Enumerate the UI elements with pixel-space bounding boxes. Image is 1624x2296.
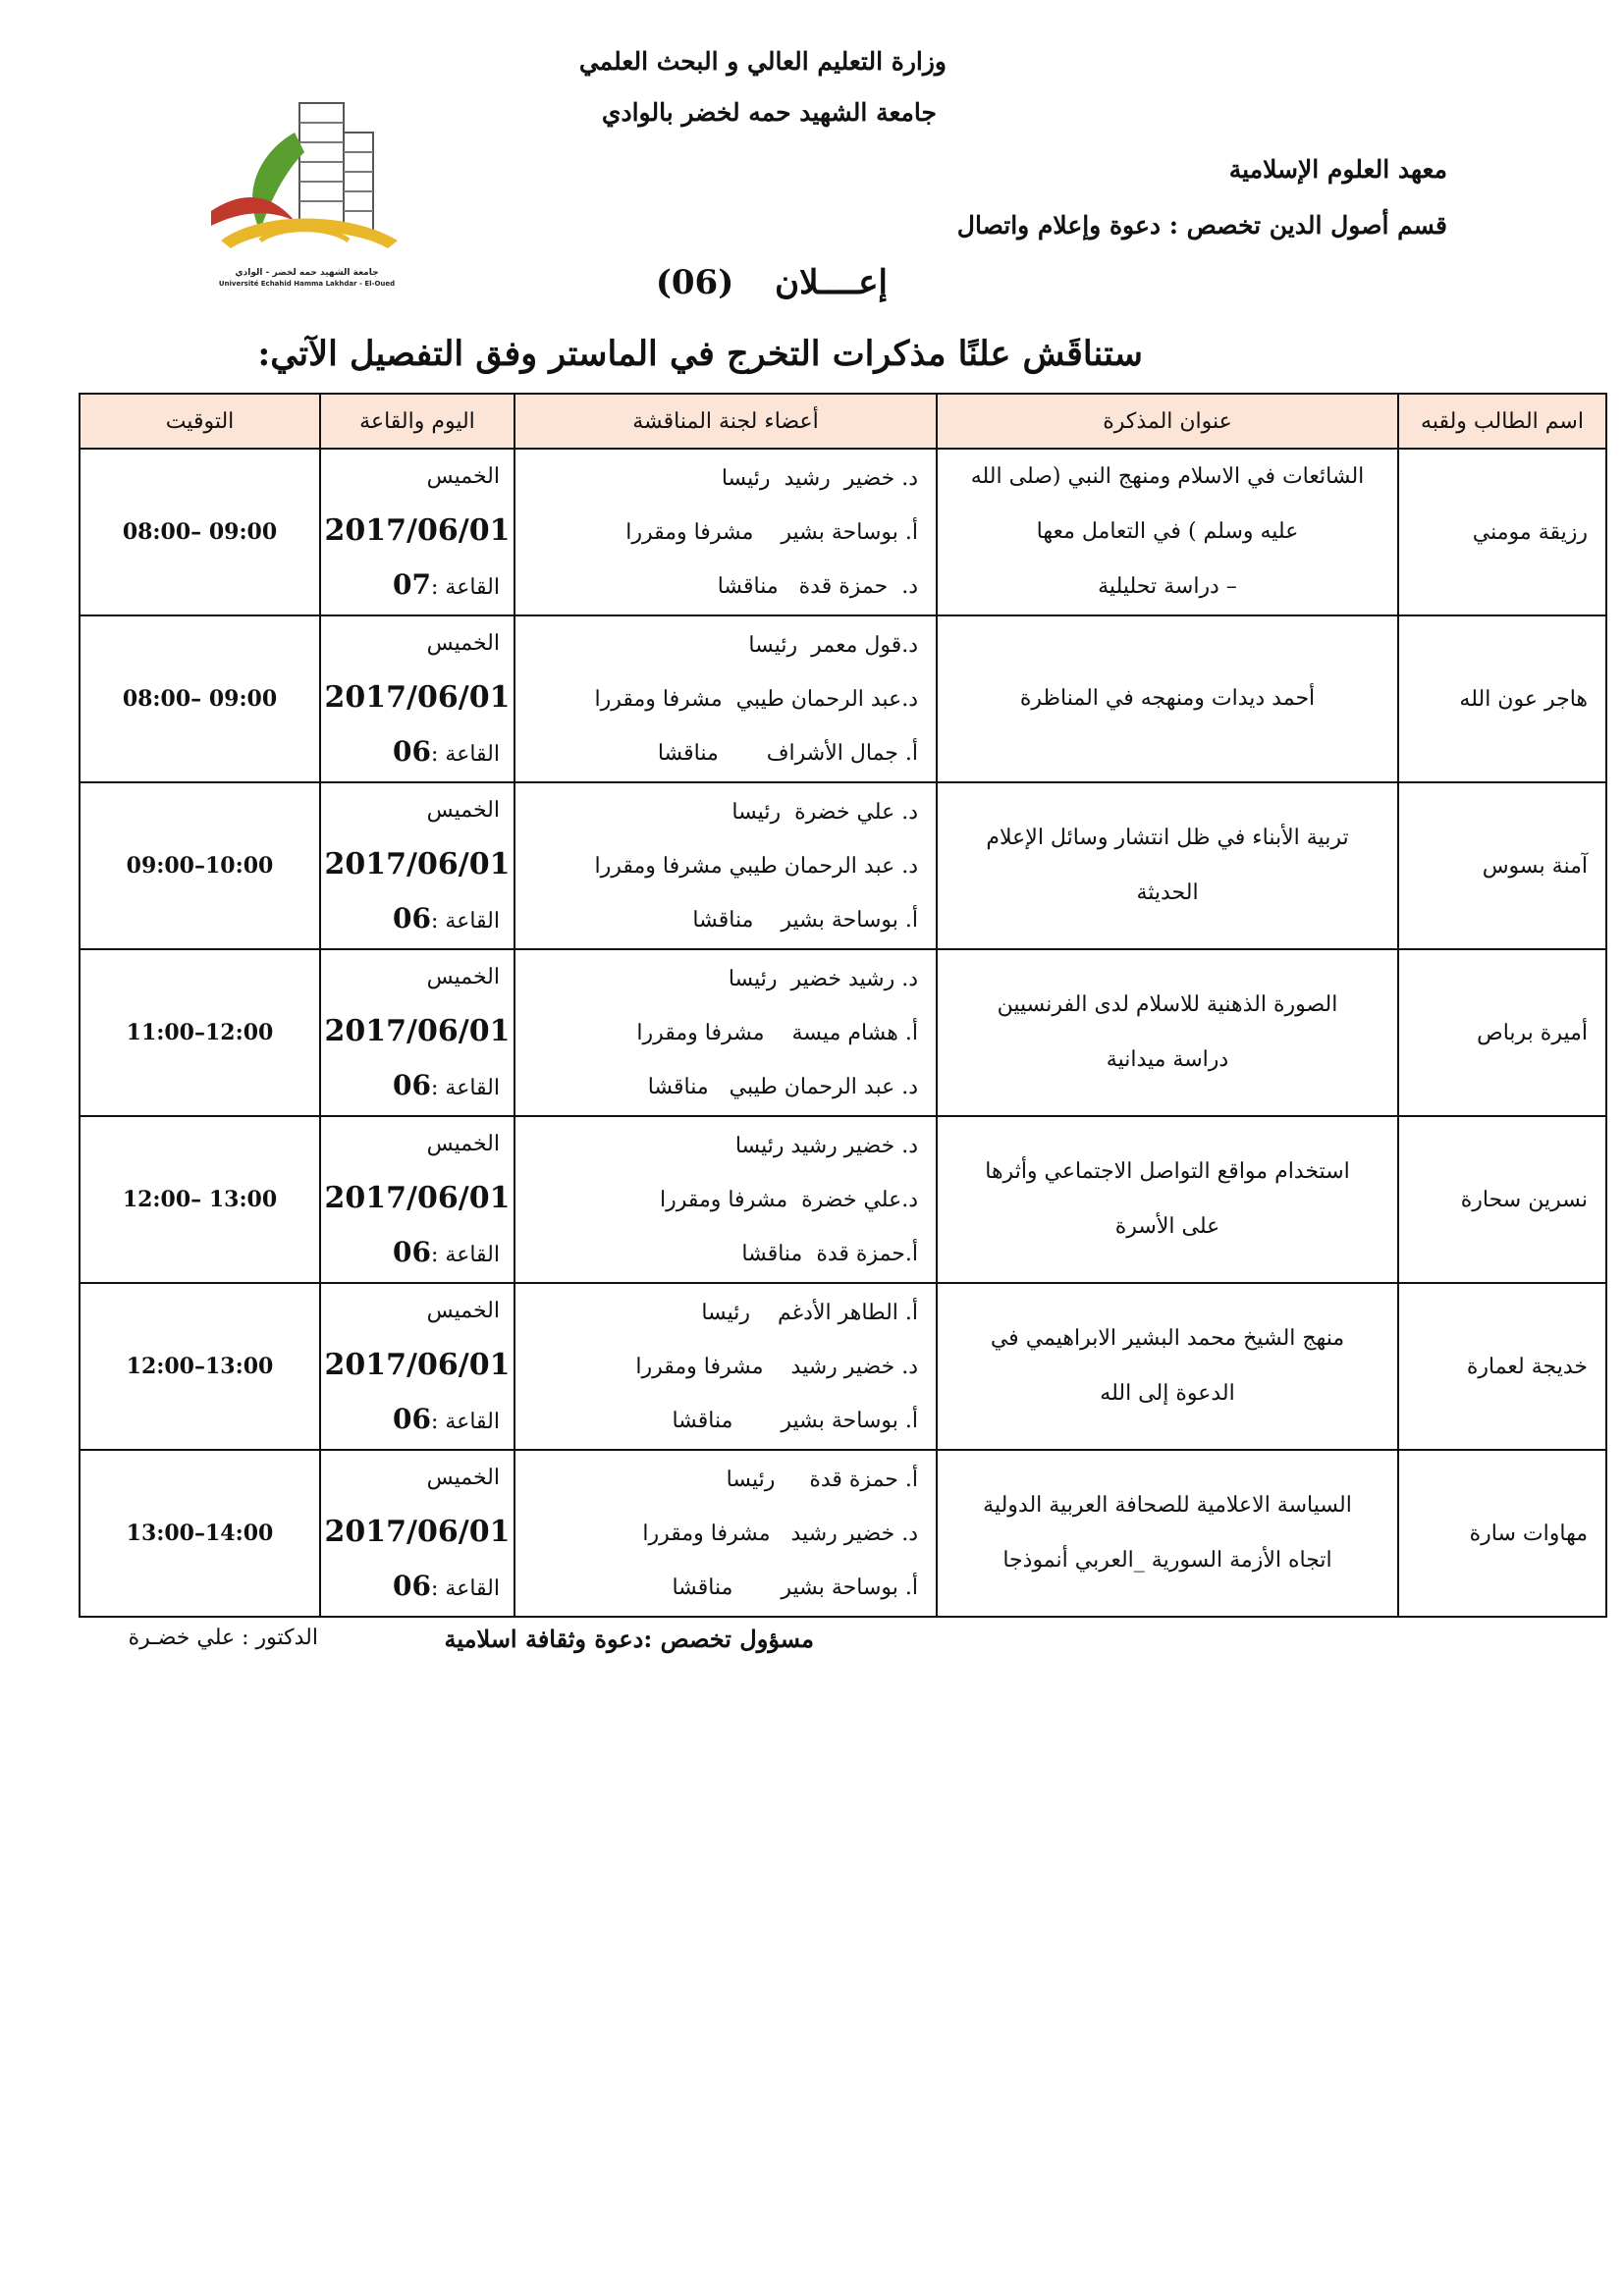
- header-day-room: اليوم والقاعة: [320, 394, 514, 449]
- thesis-title-line: السياسة الاعلامية للصحافة العربية الدولية: [983, 1493, 1352, 1518]
- defense-time: 12:00–13:00: [80, 1283, 320, 1450]
- department-line: قسم أصول الدين تخصص : دعوة وإعلام واتصال: [956, 211, 1447, 240]
- logo-caption-fr: Université Echahid Hamma Lakhdar - El-Oued: [218, 280, 396, 288]
- thesis-title-line: الدعوة إلى الله: [1100, 1381, 1235, 1406]
- defense-room: [321, 724, 514, 781]
- header-time: التوقيت: [80, 394, 320, 449]
- room-number: 06: [393, 1069, 432, 1101]
- defense-time: 08:00– 09:00: [80, 449, 320, 615]
- committee-member: أ. بوساحة بشير مناقشا: [672, 1575, 918, 1600]
- committee-member: د. خضير رشيد رئيسا: [721, 465, 918, 491]
- header-student-name: اسم الطالب ولقبه: [1398, 394, 1606, 449]
- day-and-room: [320, 449, 514, 615]
- defense-room: [321, 1559, 514, 1616]
- defense-day: الخميس: [426, 1299, 500, 1323]
- announcement-label: إعــــلان: [775, 263, 888, 302]
- table-row: [80, 1450, 1606, 1617]
- defense-room: [321, 558, 514, 614]
- thesis-title: [937, 615, 1398, 782]
- defense-room: [321, 891, 514, 948]
- defense-day: الخميس: [426, 1132, 500, 1156]
- room-label: القاعة :: [431, 1576, 500, 1601]
- defense-time: 11:00–12:00: [80, 949, 320, 1116]
- thesis-title-line: على الأسرة: [1114, 1214, 1220, 1239]
- defense-schedule-table: [79, 393, 1607, 1618]
- committee-member: د. رشيد خضير رئيسا: [728, 966, 918, 991]
- committee-members: [514, 949, 937, 1116]
- committee-member: أ. الطاهر الأدغم رئيسا: [701, 1300, 918, 1325]
- room-label: القاعة :: [431, 1076, 500, 1100]
- student-name: أميرة برباص: [1398, 949, 1606, 1116]
- student-name: مهاوات سارة: [1398, 1450, 1606, 1617]
- thesis-title: [937, 1283, 1398, 1450]
- thesis-title: [937, 1116, 1398, 1283]
- day-and-room: [320, 949, 514, 1116]
- room-label: القاعة :: [431, 742, 500, 767]
- announcement-heading: [656, 263, 888, 302]
- defense-date: 2017/06/01: [324, 1515, 511, 1549]
- committee-members: [514, 1116, 937, 1283]
- committee-member: د. حمزة قدة مناقشا: [717, 573, 918, 599]
- defense-date: 2017/06/01: [324, 680, 511, 715]
- committee-member: د. عبد الرحمان طيبي مناقشا: [647, 1074, 918, 1099]
- room-number: 07: [393, 568, 432, 601]
- committee-member: أ. هشام ميسة مشرفا ومقررا: [636, 1020, 918, 1045]
- announcement-number: (06): [655, 263, 734, 302]
- room-number: 06: [393, 1570, 432, 1602]
- committee-members: [514, 1450, 937, 1617]
- committee-member: أ.حمزة قدة مناقشا: [741, 1241, 918, 1266]
- room-label: القاعة :: [431, 1243, 500, 1267]
- defense-day: الخميس: [426, 464, 500, 489]
- committee-member: د. عبد الرحمان طيبي مشرفا ومقررا: [594, 853, 918, 879]
- thesis-title-line: الصورة الذهنية للاسلام لدى الفرنسيين: [997, 992, 1338, 1017]
- thesis-title-line: اتجاه الأزمة السورية _العربي أنموذجا: [1002, 1548, 1332, 1573]
- university-line: جامعة الشهيد حمه لخضر بالوادي: [601, 98, 937, 127]
- defense-date: 2017/06/01: [324, 1348, 511, 1382]
- committee-members: [514, 615, 937, 782]
- thesis-title-line: الحديثة: [1136, 881, 1199, 905]
- student-name: نسرين سحارة: [1398, 1116, 1606, 1283]
- thesis-title-line: تربية الأبناء في ظل انتشار وسائل الإعلام: [986, 826, 1349, 850]
- committee-member: د.قول معمر رئيسا: [748, 632, 918, 658]
- day-and-room: [320, 1116, 514, 1283]
- day-and-room: [320, 1450, 514, 1617]
- thesis-title-line: منهج الشيخ محمد البشير الابراهيمي في: [990, 1326, 1345, 1351]
- defense-day: الخميس: [426, 965, 500, 989]
- defense-time: 12:00– 13:00: [80, 1116, 320, 1283]
- footer-responsible: مسؤول تخصص :دعوة وثقافة اسلامية: [444, 1625, 814, 1653]
- thesis-title-line: الشائعات في الاسلام ومنهج النبي (صلى الله: [970, 464, 1365, 489]
- defense-day: الخميس: [426, 798, 500, 823]
- table-row: [80, 615, 1606, 782]
- defense-date: 2017/06/01: [324, 847, 511, 881]
- committee-member: د.علي خضرة مشرفا ومقررا: [659, 1187, 918, 1212]
- committee-member: أ. حمزة قدة رئيسا: [726, 1467, 918, 1492]
- defense-time: 13:00–14:00: [80, 1450, 320, 1617]
- table-row: [80, 1116, 1606, 1283]
- defense-time: 08:00– 09:00: [80, 615, 320, 782]
- student-name: خديجة لعمارة: [1398, 1283, 1606, 1450]
- logo-caption-ar: جامعة الشهيد حمه لخضر - الوادي: [235, 268, 379, 278]
- committee-members: [514, 782, 937, 949]
- table-row: [80, 1283, 1606, 1450]
- thesis-title: [937, 449, 1398, 615]
- committee-member: أ. جمال الأشراف مناقشا: [657, 740, 918, 766]
- room-number: 06: [393, 902, 432, 934]
- header-thesis-title: عنوان المذكرة: [937, 394, 1398, 449]
- room-label: القاعة :: [431, 909, 500, 934]
- university-logo: [201, 93, 412, 290]
- room-label: القاعة :: [431, 575, 500, 600]
- thesis-title-line: أحمد ديدات ومنهجه في المناظرة: [1019, 686, 1316, 711]
- committee-member: أ. بوساحة بشير مشرفا ومقررا: [625, 519, 918, 545]
- room-label: القاعة :: [431, 1410, 500, 1434]
- table-header-row: [80, 394, 1606, 449]
- defense-room: [321, 1225, 514, 1282]
- defense-room: [321, 1058, 514, 1115]
- student-name: رزيقة مومني: [1398, 449, 1606, 615]
- thesis-title: [937, 949, 1398, 1116]
- defense-day: الخميس: [426, 631, 500, 656]
- room-number: 06: [393, 735, 432, 768]
- thesis-title: [937, 1450, 1398, 1617]
- thesis-title-line: دراسة ميدانية: [1106, 1047, 1229, 1072]
- ministry-line: وزارة التعليم العالي و البحث العلمي: [578, 47, 947, 76]
- day-and-room: [320, 782, 514, 949]
- announcement-subtitle: ستناقَش علنًا مذكرات التخرج في الماستر وفق التفصيل الآتي:: [257, 334, 1143, 374]
- footer-doctor: الدكتور : علي خضـرة: [128, 1626, 318, 1650]
- thesis-title: [937, 782, 1398, 949]
- room-number: 06: [393, 1403, 432, 1435]
- institute-line: معهد العلوم الإسلامية: [1228, 155, 1447, 184]
- committee-members: [514, 449, 937, 615]
- committee-members: [514, 1283, 937, 1450]
- committee-member: د. خضير رشيد مشرفا ومقررا: [642, 1521, 918, 1546]
- committee-member: أ. بوساحة بشير مناقشا: [692, 907, 918, 933]
- committee-member: د.عبد الرحمان طيبي مشرفا ومقررا: [594, 686, 918, 712]
- defense-date: 2017/06/01: [324, 1181, 511, 1215]
- thesis-title-line: – دراسة تحليلية: [1098, 574, 1237, 599]
- table-row: [80, 782, 1606, 949]
- table-row: [80, 949, 1606, 1116]
- room-number: 06: [393, 1236, 432, 1268]
- defense-time: 09:00–10:00: [80, 782, 320, 949]
- thesis-title-line: عليه وسلم ) في التعامل معها: [1036, 519, 1299, 544]
- committee-member: د. خضير رشيد مشرفا ومقررا: [635, 1354, 918, 1379]
- thesis-title-line: استخدام مواقع التواصل الاجتماعي وأثرها: [985, 1159, 1350, 1184]
- defense-date: 2017/06/01: [324, 513, 511, 548]
- student-name: هاجر عون الله: [1398, 615, 1606, 782]
- defense-day: الخميس: [426, 1466, 500, 1490]
- defense-room: [321, 1392, 514, 1449]
- day-and-room: [320, 1283, 514, 1450]
- defense-date: 2017/06/01: [324, 1014, 511, 1048]
- student-name: آمنة بسوس: [1398, 782, 1606, 949]
- committee-member: د. خضير رشيد رئيسا: [734, 1133, 918, 1158]
- day-and-room: [320, 615, 514, 782]
- header-committee: أعضاء لجنة المناقشة: [514, 394, 937, 449]
- committee-member: أ. بوساحة بشير مناقشا: [672, 1408, 918, 1433]
- committee-member: د. علي خضرة رئيسا: [731, 799, 918, 825]
- table-row: [80, 449, 1606, 615]
- logo-emblem: [201, 93, 412, 268]
